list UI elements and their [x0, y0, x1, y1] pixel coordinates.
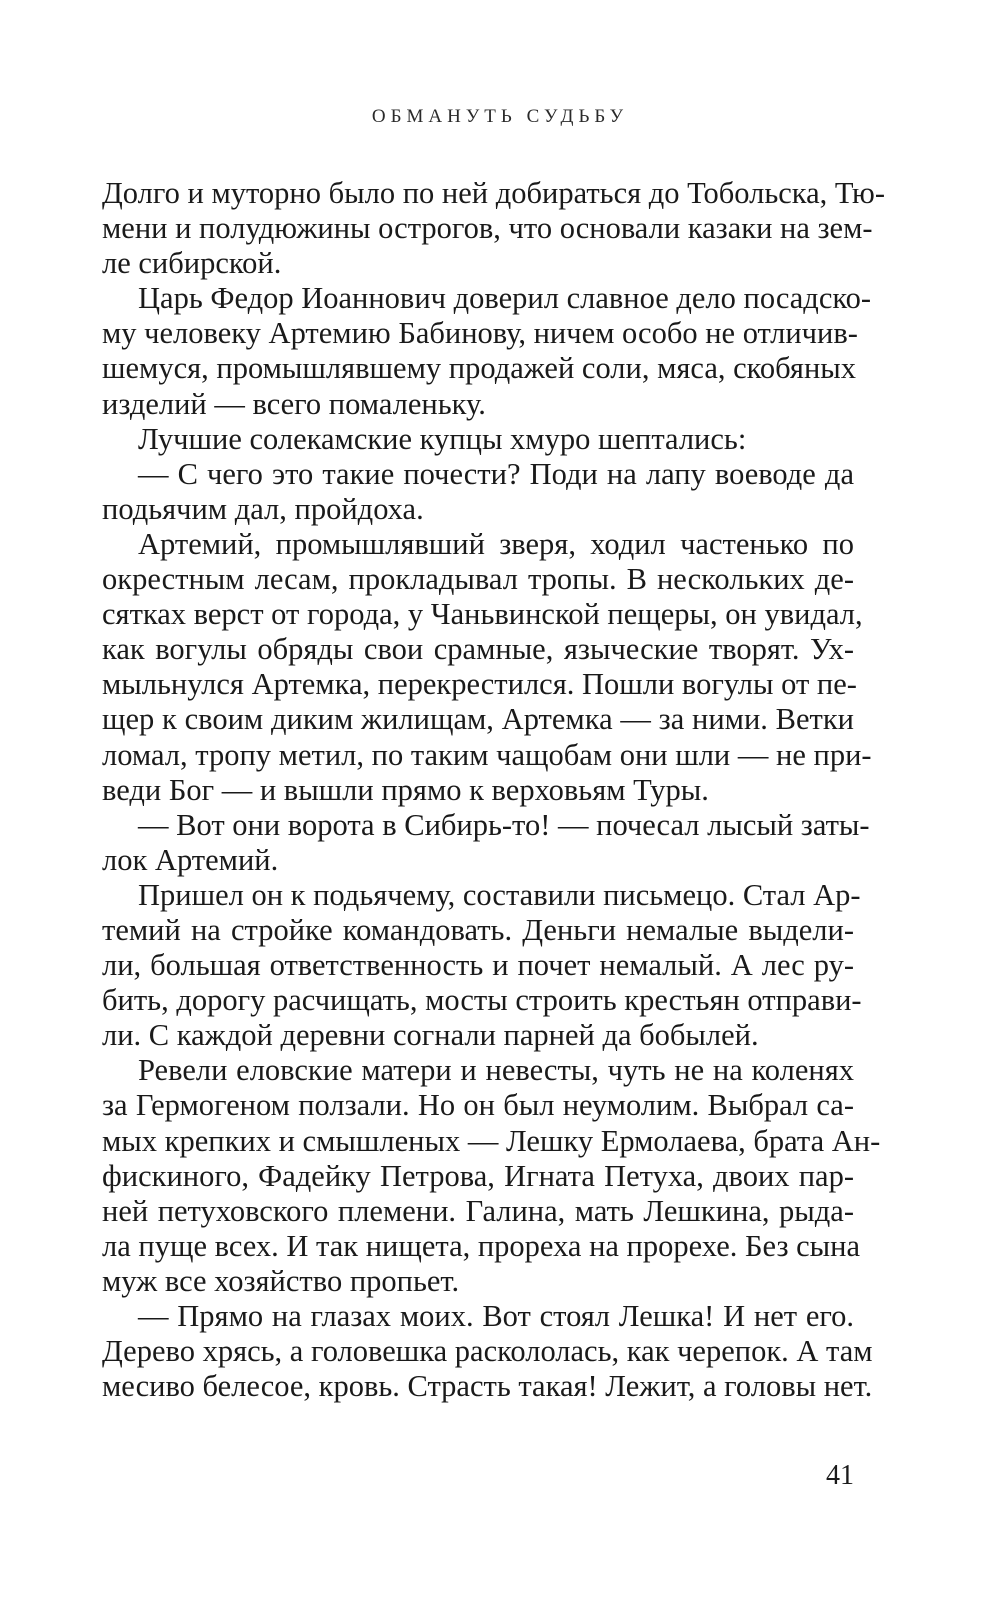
- text-line: темий на стройке командовать. Деньги немалые выдели-: [102, 912, 854, 947]
- text-line: Долго и муторно было по ней добираться до Тобольска, Тю-: [102, 176, 885, 210]
- text-line: Ревели еловские матери и невесты, чуть не на коленях: [138, 1053, 854, 1088]
- text-line: изделий — всего помаленьку.: [102, 386, 486, 421]
- text-line: Пришел он к подьячему, составили письмецо. Стал Ар-: [138, 877, 861, 912]
- text-line: Лучшие солекамские купцы хмуро шептались:: [138, 421, 747, 456]
- text-line: щер к своим диким жилищам, Артемка — за ними. Ветки: [102, 702, 854, 737]
- text-line: Дерево хрясь, а головешка раскололась, как черепок. А там: [102, 1334, 873, 1369]
- text-line: подьячим дал, пройдоха.: [102, 491, 424, 526]
- text-line: веди Бог — и вышли прямо к верховьям Туры.: [102, 772, 709, 807]
- text-line: — Вот они ворота в Сибирь-то! — почесал лысый заты-: [138, 807, 870, 842]
- text-line: му человеку Артемию Бабинову, ничем особо не отличив-: [102, 316, 858, 351]
- text-line: шемуся, промышлявшему продажей соли, мяса, скобяных: [102, 351, 857, 386]
- text-line: муж все хозяйство пропьет.: [102, 1263, 460, 1298]
- text-line: мыльнулся Артемка, перекрестился. Пошли вогулы от пе-: [102, 667, 857, 702]
- text-line: ла пуще всех. И так нищета, прореха на прорехе. Без сына: [102, 1228, 861, 1263]
- text-line: ли. С каждой деревни согнали парней да бобылей.: [102, 1018, 759, 1053]
- text-line: окрестным лесам, прокладывал тропы. В нескольких де-: [102, 562, 854, 597]
- text-line: за Гермогеном ползали. Но он был неумолим. Выбрал са-: [102, 1088, 854, 1123]
- body-text: [102, 176, 885, 1404]
- text-line: ле сибирской.: [102, 246, 282, 281]
- text-line: — Прямо на глазах моих. Вот стоял Лешка! И нет его.: [138, 1299, 854, 1333]
- text-line: сятках верст от города, у Чаньвинской пещеры, он увидал,: [102, 597, 863, 632]
- running-head: ОБМАНУТЬ СУДЬБУ: [371, 106, 629, 127]
- text-line: ней петуховского племени. Галина, мать Лешкина, рыда-: [102, 1193, 854, 1228]
- text-line: как вогулы обряды свои срамные, языческие творят. Ух-: [102, 632, 854, 667]
- text-line: мени и полудюжины острогов, что основали казаки на зем-: [102, 211, 873, 246]
- text-line: фискиного, Фадейку Петрова, Игната Петуха, двоих пар-: [102, 1158, 854, 1193]
- text-line: Царь Федор Иоаннович доверил славное дело посадско-: [138, 281, 872, 316]
- text-line: мых крепких и смышленых — Лешку Ермолаева, брата Ан-: [102, 1123, 881, 1158]
- text-line: Артемий, промышлявший зверя, ходил частенько по: [138, 526, 854, 561]
- text-line: месиво белесое, кровь. Страсть такая! Лежит, а головы нет.: [102, 1369, 873, 1404]
- text-line: ли, большая ответственность и почет немалый. А лес ру-: [102, 948, 854, 983]
- text-line: — С чего это такие почести? Поди на лапу воеводе да: [138, 456, 854, 491]
- text-line: бить, дорогу расчищать, мосты строить крестьян отправи-: [102, 983, 862, 1018]
- text-line: лок Артемий.: [102, 842, 279, 877]
- text-line: ломал, тропу метил, по таким чащобам они шли — не при-: [102, 737, 872, 772]
- page-number: 41: [826, 1460, 854, 1491]
